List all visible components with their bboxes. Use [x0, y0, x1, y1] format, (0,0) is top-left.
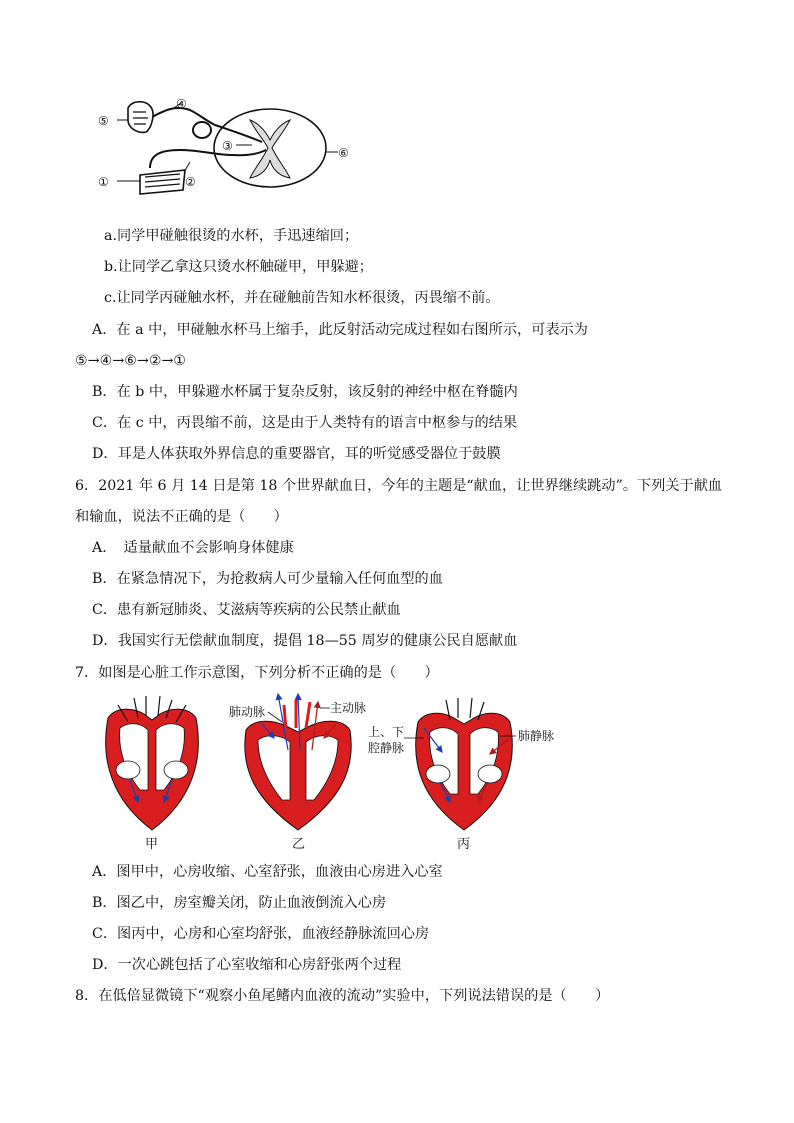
q7-option-d: D．一次心跳包括了心室收缩和心房舒张两个过程: [92, 957, 402, 973]
q6-option-b: B．在紧急情况下，为抢救病人可少量输入任何血型的血: [92, 571, 443, 587]
q5-option-c: C．在 c 中，丙畏缩不前，这是由于人类特有的语言中枢参与的结果: [92, 415, 518, 431]
q8-stem: 8．在低倍显微镜下“观察小鱼尾鳍内血液的流动”实验中，下列说法错误的是（ ）: [75, 988, 610, 1004]
label-aorta: 主动脉: [330, 701, 367, 715]
q6-stem: 6．2021 年 6 月 14 日是第 18 个世界献血日，今年的主题是“献血，让世界继续跳动”。下列关于献血: [75, 478, 723, 494]
label-3: ③: [222, 139, 233, 153]
q5-scenario-b: b.让同学乙拿这只烫水杯触碰甲，甲躲避；: [104, 259, 373, 275]
q6-stem-cont: 和输血，说法不正确的是（ ）: [75, 509, 288, 525]
label-6: ⑥: [338, 146, 349, 160]
q5-scenario-a: a.同学甲碰触很烫的水杯，手迅速缩回；: [104, 228, 359, 244]
q5-option-a: A．在 a 中，甲碰触水杯马上缩手，此反射活动完成过程如右图所示，可表示为: [92, 322, 588, 338]
q6-option-a: A． 适量献血不会影响身体健康: [92, 540, 294, 556]
label-vena-cava-2: 腔静脉: [368, 741, 405, 755]
q7-option-b: B．图乙中，房室瓣关闭，防止血液倒流入心房: [92, 895, 387, 911]
label-1: ①: [98, 175, 109, 189]
q7-option-a: A．图甲中，心房收缩、心室舒张，血液由心房进入心室: [92, 864, 443, 880]
caption-bing: 丙: [457, 837, 471, 852]
caption-yi: 乙: [292, 837, 306, 852]
q5-option-b: B．在 b 中，甲躲避水杯属于复杂反射，该反射的神经中枢在脊髓内: [92, 384, 518, 400]
label-pulmonary-vein: 肺静脉: [518, 729, 555, 743]
label-pulmonary-artery: 肺动脉: [229, 705, 266, 719]
q7-stem: 7．如图是心脏工作示意图，下列分析不正确的是（ ）: [75, 665, 439, 681]
label-5: ⑤: [98, 114, 109, 128]
q6-option-d: D．我国实行无偿献血制度，提倡 18—55 周岁的健康公民自愿献血: [92, 633, 518, 649]
q5-option-d: D．耳是人体获取外界信息的重要器官，耳的听觉感受器位于鼓膜: [92, 446, 501, 462]
label-4: ④: [176, 97, 187, 111]
label-vena-cava-1: 上、下: [368, 725, 405, 739]
q5-option-a-path: ⑤→④→⑥→②→①: [75, 353, 187, 369]
q6-option-c: C．患有新冠肺炎、艾滋病等疾病的公民禁止献血: [92, 602, 401, 618]
heart-yi: [229, 694, 366, 830]
caption-jia: 甲: [145, 837, 159, 852]
heart-bing: [368, 698, 554, 830]
q7-option-c: C．图丙中，心房和心室均舒张，血液经静脉流回心房: [92, 926, 430, 942]
q5-scenario-c: c.让同学丙碰触水杯，并在碰触前告知水杯很烫，丙畏缩不前。: [104, 290, 500, 306]
label-2: ②: [185, 175, 196, 189]
heart-jia: [106, 696, 199, 830]
